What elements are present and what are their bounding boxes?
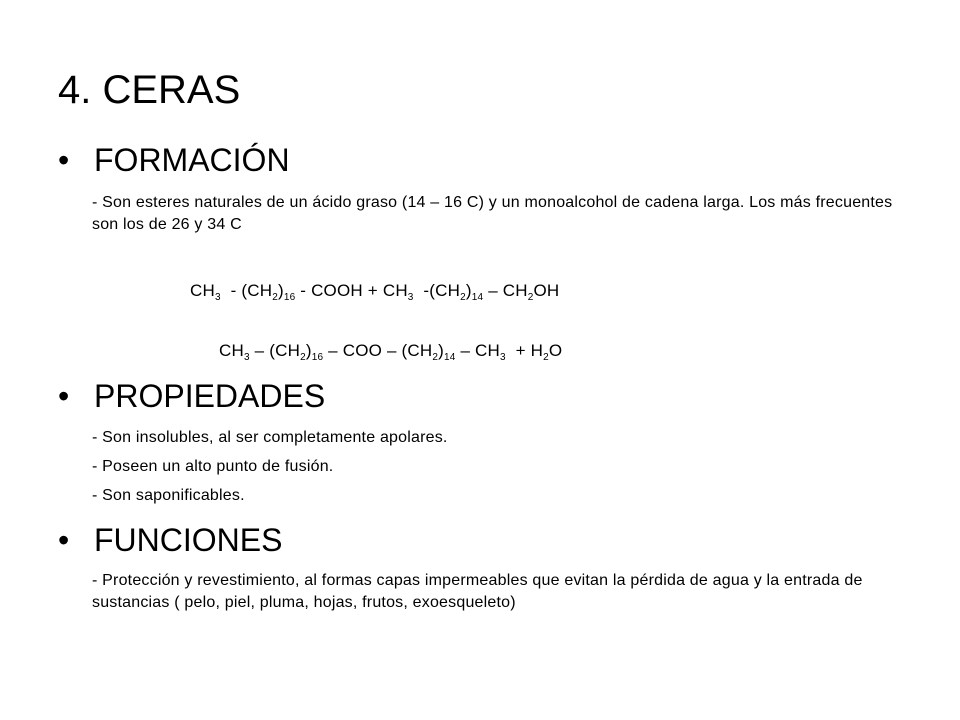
subscript: 2 bbox=[460, 292, 466, 303]
bullet-marker: • bbox=[58, 142, 70, 178]
subscript: 3 bbox=[500, 352, 506, 363]
subscript: 2 bbox=[527, 292, 534, 303]
formula-text: - COOH + CH bbox=[295, 281, 408, 300]
funciones-description: - Protección y revestimiento, al formas capas impermeables que evitan la pérdida de agua y la entrada de sustancias ( pelo, piel, pluma, hojas, frutos, exoesqueleto) bbox=[92, 572, 863, 611]
heading-formacion-label: FORMACIÓN bbox=[94, 142, 290, 178]
heading-propiedades-label: PROPIEDADES bbox=[94, 378, 326, 414]
heading-propiedades bbox=[58, 376, 325, 416]
formula-text: CH bbox=[219, 341, 244, 360]
bullet-marker: • bbox=[58, 522, 70, 558]
formula-text: -(CH bbox=[413, 281, 461, 300]
propiedad-item: - Poseen un alto punto de fusión. bbox=[92, 458, 334, 475]
formula-text: - (CH bbox=[220, 281, 273, 300]
propiedad-item: - Son saponificables. bbox=[92, 487, 245, 504]
formula-text: – (CH bbox=[249, 341, 301, 360]
heading-funciones-label: FUNCIONES bbox=[94, 522, 283, 558]
subscript: 3 bbox=[214, 292, 221, 303]
bullet-marker: • bbox=[58, 378, 70, 414]
subscript: 2 bbox=[543, 352, 549, 363]
formula-text: ) bbox=[438, 341, 445, 360]
formula-text: OH bbox=[533, 281, 560, 300]
formula-text: ) bbox=[277, 281, 284, 300]
subscript: 14 bbox=[444, 352, 456, 363]
subscript: 16 bbox=[283, 292, 296, 303]
heading-formacion bbox=[58, 140, 290, 180]
formula-text: ) bbox=[305, 341, 312, 360]
formula-text: ) bbox=[465, 281, 472, 300]
subscript: 2 bbox=[300, 352, 306, 363]
subscript: 2 bbox=[432, 352, 439, 363]
formula-text: CH bbox=[190, 281, 215, 300]
reaction-products bbox=[219, 340, 562, 362]
slide-title: 4. CERAS bbox=[58, 68, 241, 112]
heading-funciones bbox=[58, 520, 282, 560]
subscript: 14 bbox=[471, 292, 484, 303]
subscript: 3 bbox=[407, 292, 414, 303]
formacion-description: - Son esteres naturales de un ácido graso (14 – 16 C) y un monoalcohol de cadena larga. Los más frecuentes son los de 26 y 34 C bbox=[92, 194, 893, 233]
formula-text: – CH bbox=[455, 341, 501, 360]
reaction-reactants bbox=[190, 280, 559, 302]
formula-text: – COO – (CH bbox=[323, 341, 433, 360]
subscript: 2 bbox=[272, 292, 278, 303]
propiedad-item: - Son insolubles, al ser completamente apolares. bbox=[92, 429, 448, 446]
subscript: 3 bbox=[243, 352, 250, 363]
formula-text: + H bbox=[505, 341, 544, 360]
subscript: 16 bbox=[311, 352, 324, 363]
formula-text: O bbox=[548, 341, 563, 360]
formula-text: – CH bbox=[483, 281, 528, 300]
